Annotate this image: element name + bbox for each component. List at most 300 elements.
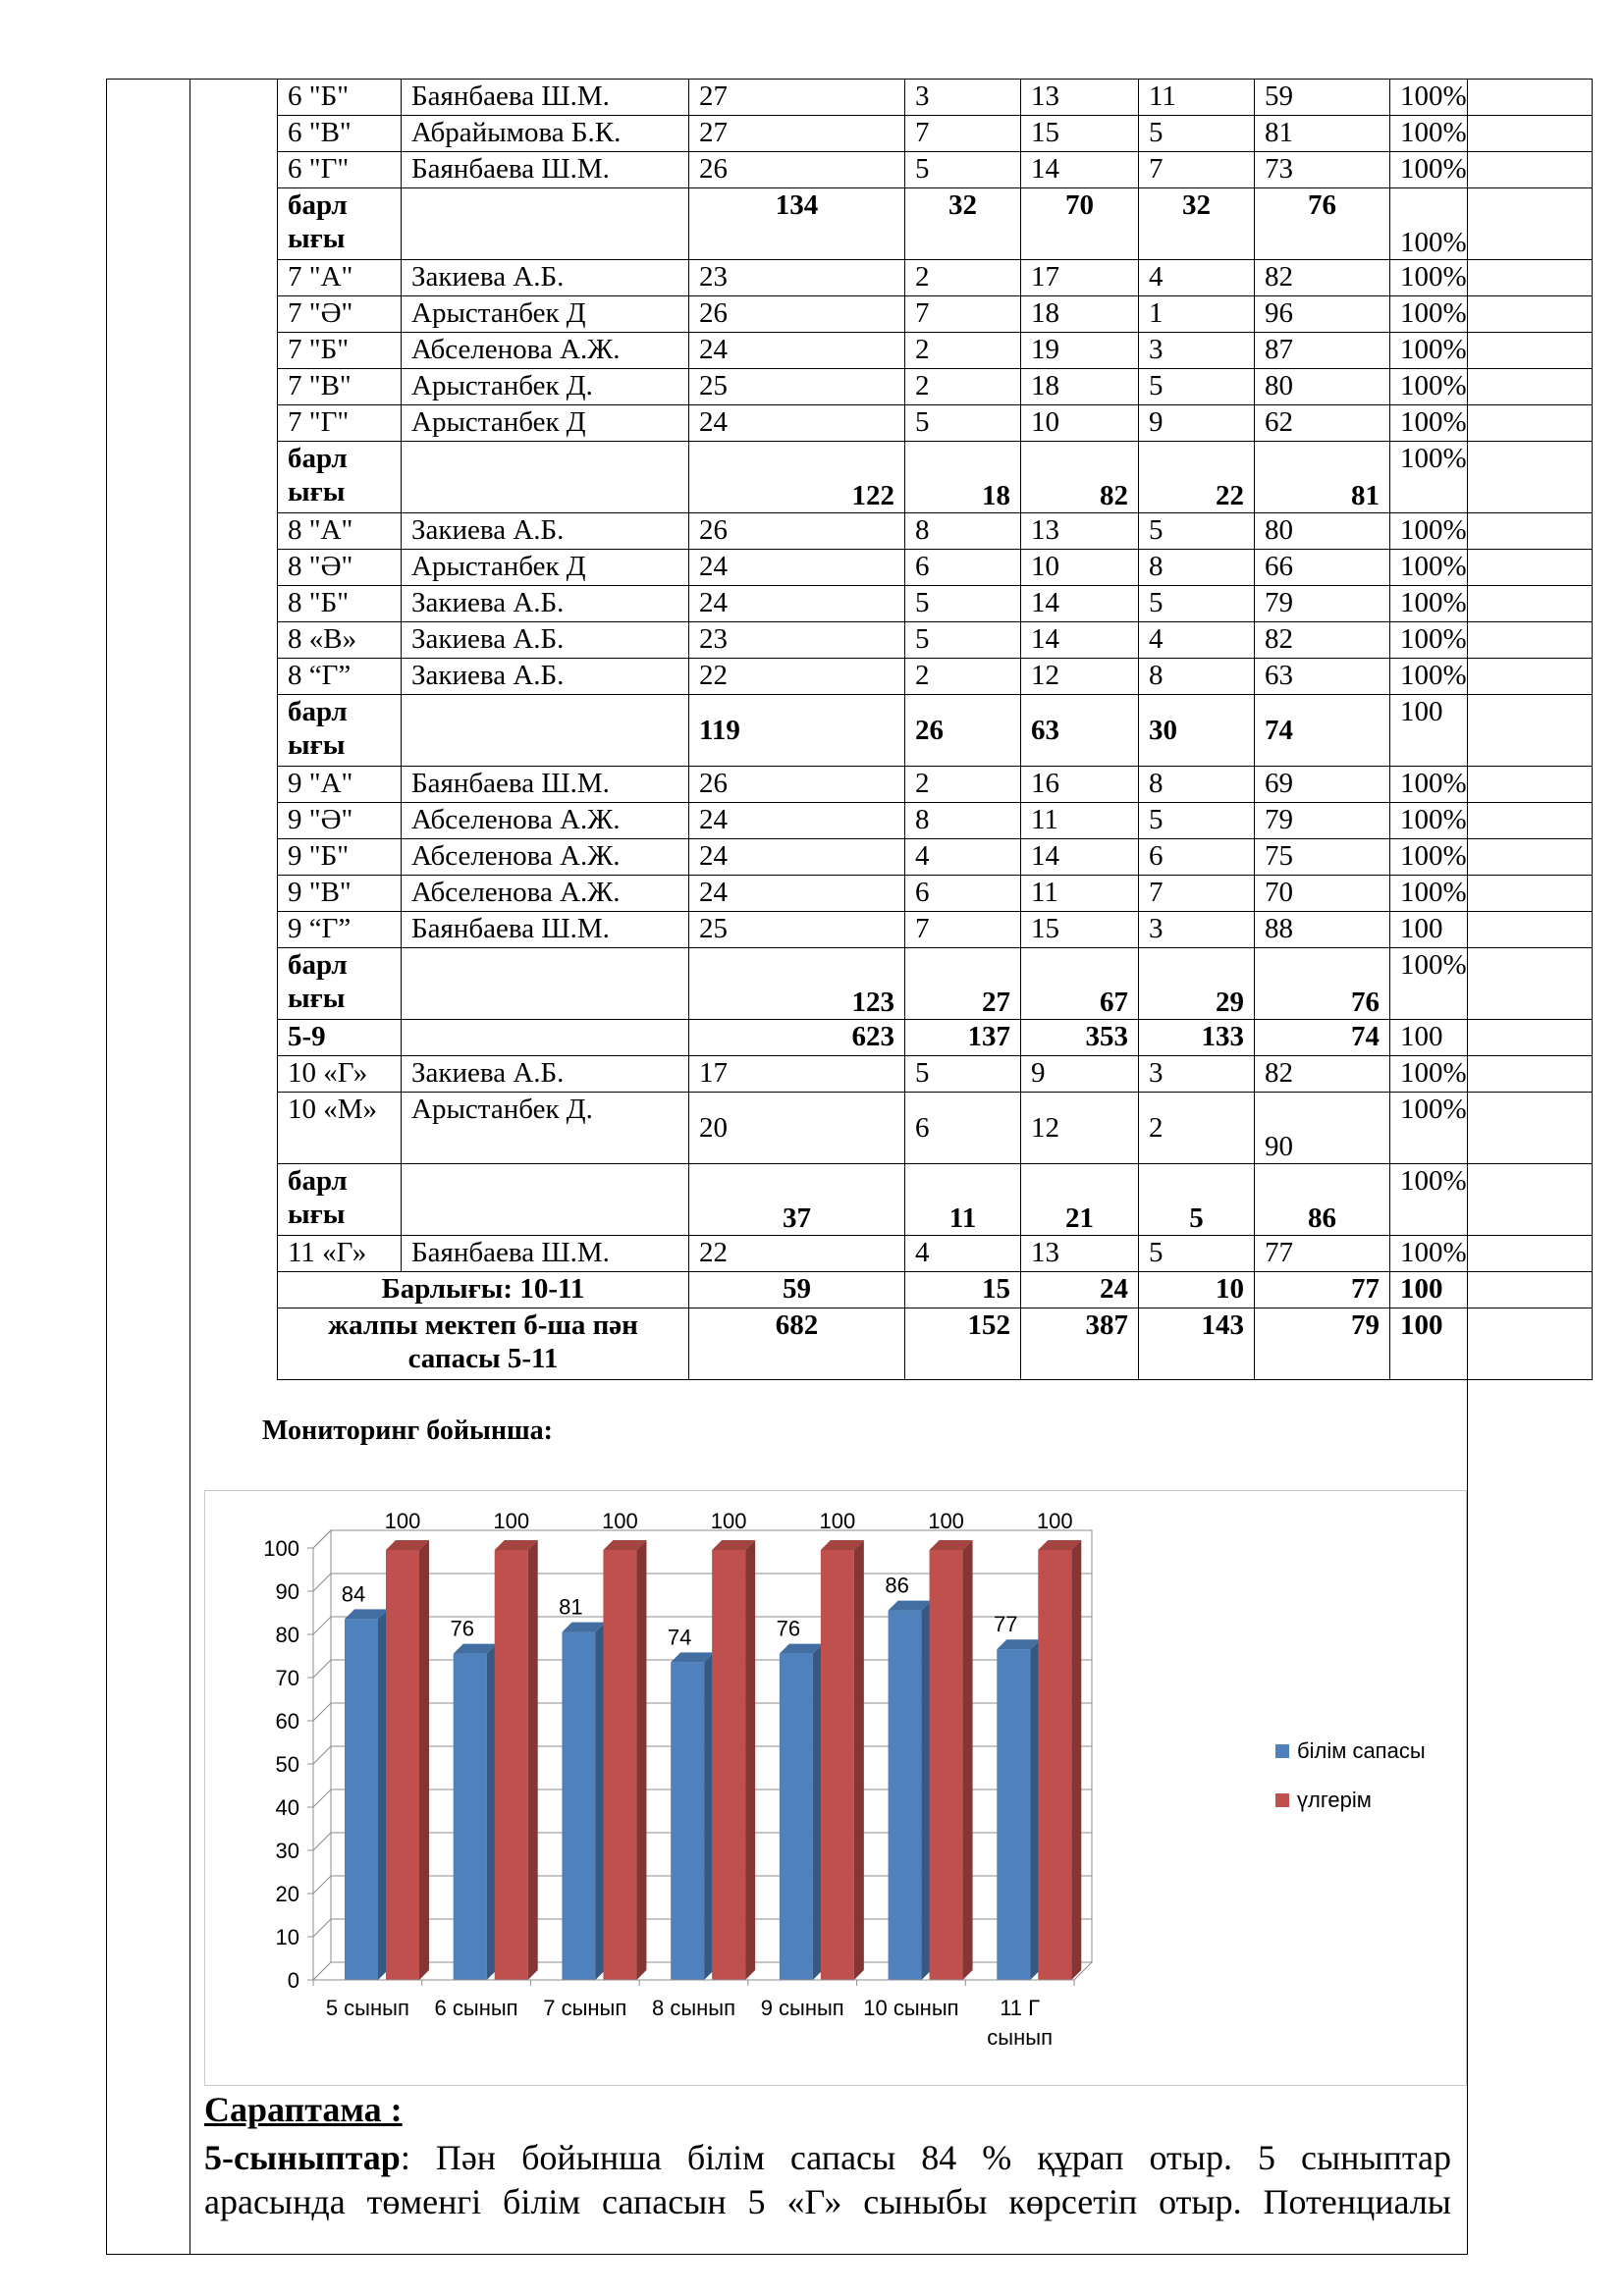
- quality-cell: 96: [1255, 296, 1390, 333]
- grade5-cell: 2: [905, 767, 1021, 803]
- quality-cell: 86: [1255, 1164, 1390, 1236]
- teacher-cell: [402, 948, 689, 1020]
- class-cell: барл ығы: [278, 1164, 402, 1236]
- quality-cell: 88: [1255, 912, 1390, 948]
- grade3-cell: 1: [1139, 296, 1255, 333]
- table-row: [278, 1093, 1593, 1164]
- class-cell: 8 "А": [278, 513, 402, 550]
- grade5-cell: 3: [905, 80, 1021, 116]
- bar: [780, 1654, 813, 1980]
- x-tick-label: сынып: [987, 2025, 1053, 2050]
- quality-cell: 74: [1255, 695, 1390, 767]
- grade4-cell: 67: [1021, 948, 1139, 1020]
- grade5-cell: 6: [905, 876, 1021, 912]
- teacher-cell: [402, 695, 689, 767]
- count-cell: 23: [689, 260, 905, 296]
- grade5-cell: 6: [905, 1093, 1021, 1164]
- table-row: [278, 1236, 1593, 1272]
- grade4-cell: 13: [1021, 80, 1139, 116]
- table-row: [278, 80, 1593, 116]
- quality-cell: 79: [1255, 586, 1390, 622]
- y-tick-label: 20: [275, 1882, 299, 1906]
- bar: [386, 1550, 419, 1980]
- grade5-cell: 152: [905, 1308, 1021, 1380]
- total-label-cell: жалпы мектеп б-ша пән сапасы 5-11: [278, 1308, 689, 1380]
- quality-cell: 73: [1255, 152, 1390, 188]
- progress-cell: 100%: [1390, 1056, 1593, 1093]
- count-cell: 134: [689, 188, 905, 260]
- grade3-cell: 8: [1139, 550, 1255, 586]
- bar: [603, 1550, 636, 1980]
- grade3-cell: 5: [1139, 586, 1255, 622]
- bar: [495, 1550, 528, 1980]
- x-tick-label: 7 сынып: [543, 1996, 627, 2020]
- grade4-cell: 14: [1021, 586, 1139, 622]
- grade4-cell: 70: [1021, 188, 1139, 260]
- table-row: [278, 1020, 1593, 1056]
- grade3-cell: 5: [1139, 1236, 1255, 1272]
- bar: [1038, 1550, 1071, 1980]
- grade3-cell: 4: [1139, 260, 1255, 296]
- count-cell: 123: [689, 948, 905, 1020]
- grade4-cell: 24: [1021, 1272, 1139, 1308]
- grade4-cell: 353: [1021, 1020, 1139, 1056]
- bar: [345, 1619, 378, 1980]
- progress-cell: 100%: [1390, 513, 1593, 550]
- progress-cell: 100%: [1390, 622, 1593, 659]
- grade5-cell: 2: [905, 333, 1021, 369]
- grade5-cell: 8: [905, 803, 1021, 839]
- x-tick-label: 10 сынып: [863, 1996, 959, 2020]
- data-label: 77: [994, 1612, 1018, 1637]
- count-cell: 17: [689, 1056, 905, 1093]
- table-row: [278, 586, 1593, 622]
- grade4-cell: 10: [1021, 405, 1139, 442]
- grade5-cell: 11: [905, 1164, 1021, 1236]
- teacher-cell: Закиева А.Б.: [402, 1056, 689, 1093]
- bar-side: [1071, 1540, 1081, 1980]
- quality-cell: 70: [1255, 876, 1390, 912]
- data-label: 100: [819, 1509, 856, 1533]
- progress-cell: 100%: [1390, 1236, 1593, 1272]
- teacher-cell: Арыстанбек Д.: [402, 1093, 689, 1164]
- progress-cell: 100%: [1390, 80, 1593, 116]
- analysis-line-2: арасында төменгі білім сапасын 5 «Г» сыныбы көрсетіп отыр. Потенциалы: [204, 2182, 1451, 2221]
- y-tick-label: 0: [287, 1968, 299, 1993]
- grade3-cell: 30: [1139, 695, 1255, 767]
- quality-cell: 74: [1255, 1020, 1390, 1056]
- table-row: [278, 695, 1593, 767]
- teacher-cell: Абселенова А.Ж.: [402, 803, 689, 839]
- class-cell: 9 "Ә": [278, 803, 402, 839]
- grade5-cell: 7: [905, 912, 1021, 948]
- class-cell: 9 "В": [278, 876, 402, 912]
- count-cell: 24: [689, 803, 905, 839]
- y-tick-label: 70: [275, 1666, 299, 1690]
- class-cell: 8 "Б": [278, 586, 402, 622]
- progress-cell: 100%: [1390, 839, 1593, 876]
- legend-entry: үлгерім: [1297, 1788, 1372, 1812]
- count-cell: 27: [689, 116, 905, 152]
- frame-column-divider: [189, 79, 190, 2255]
- grade4-cell: 9: [1021, 1056, 1139, 1093]
- quality-cell: 79: [1255, 1308, 1390, 1380]
- table-row: [278, 876, 1593, 912]
- data-label: 76: [776, 1616, 801, 1641]
- x-tick-label: 5 сынып: [325, 1996, 409, 2020]
- grade4-cell: 13: [1021, 513, 1139, 550]
- grade5-cell: 15: [905, 1272, 1021, 1308]
- data-label: 76: [450, 1616, 474, 1641]
- chart-area: [204, 1490, 1467, 2086]
- x-tick-label: 11 Г: [1000, 1996, 1041, 2020]
- quality-cell: 79: [1255, 803, 1390, 839]
- teacher-cell: [402, 1164, 689, 1236]
- progress-cell: 100%: [1390, 296, 1593, 333]
- teacher-cell: Баянбаева Ш.М.: [402, 1236, 689, 1272]
- bar-side: [528, 1540, 538, 1980]
- grades-table-body: [278, 80, 1593, 1380]
- grade3-cell: 5: [1139, 803, 1255, 839]
- quality-cell: 59: [1255, 80, 1390, 116]
- grade4-cell: 12: [1021, 659, 1139, 695]
- progress-cell: 100%: [1390, 1093, 1593, 1164]
- class-cell: 5-9: [278, 1020, 402, 1056]
- teacher-cell: Абрайымова Б.К.: [402, 116, 689, 152]
- table-row: [278, 1272, 1593, 1308]
- grade3-cell: 8: [1139, 659, 1255, 695]
- class-cell: барл ығы: [278, 695, 402, 767]
- grade5-cell: 18: [905, 442, 1021, 513]
- data-label: 100: [602, 1509, 638, 1533]
- grade5-cell: 7: [905, 296, 1021, 333]
- grade3-cell: 133: [1139, 1020, 1255, 1056]
- count-cell: 23: [689, 622, 905, 659]
- grade3-cell: 2: [1139, 1093, 1255, 1164]
- quality-cell: 82: [1255, 1056, 1390, 1093]
- grade3-cell: 8: [1139, 767, 1255, 803]
- teacher-cell: Арыстанбек Д: [402, 405, 689, 442]
- grade5-cell: 5: [905, 1056, 1021, 1093]
- y-tick-label: 60: [275, 1709, 299, 1734]
- class-cell: 11 «Г»: [278, 1236, 402, 1272]
- quality-cell: 75: [1255, 839, 1390, 876]
- bar: [889, 1611, 922, 1980]
- progress-cell: 100%: [1390, 333, 1593, 369]
- grade4-cell: 18: [1021, 296, 1139, 333]
- bar: [930, 1550, 963, 1980]
- grade5-cell: 5: [905, 586, 1021, 622]
- analysis-line-1: [204, 2136, 1451, 2179]
- grade3-cell: 5: [1139, 1164, 1255, 1236]
- bar: [997, 1649, 1030, 1980]
- progress-cell: 100: [1390, 912, 1593, 948]
- table-row: [278, 622, 1593, 659]
- quality-cell: 82: [1255, 260, 1390, 296]
- class-cell: 7 "Ә": [278, 296, 402, 333]
- grade3-cell: 5: [1139, 369, 1255, 405]
- grade3-cell: 7: [1139, 152, 1255, 188]
- bar: [454, 1654, 487, 1980]
- grade5-cell: 5: [905, 622, 1021, 659]
- count-cell: 22: [689, 659, 905, 695]
- quality-cell: 82: [1255, 622, 1390, 659]
- table-row: [278, 152, 1593, 188]
- progress-cell: 100%: [1390, 116, 1593, 152]
- bar-chart: [205, 1491, 1466, 2085]
- progress-cell: 100: [1390, 1020, 1593, 1056]
- grade5-cell: 2: [905, 659, 1021, 695]
- bar: [671, 1662, 704, 1980]
- class-cell: 6 "Б": [278, 80, 402, 116]
- data-label: 100: [1036, 1509, 1073, 1533]
- grade4-cell: 16: [1021, 767, 1139, 803]
- quality-cell: 69: [1255, 767, 1390, 803]
- grade5-cell: 4: [905, 1236, 1021, 1272]
- progress-cell: 100%: [1390, 659, 1593, 695]
- count-cell: 24: [689, 333, 905, 369]
- legend-swatch: [1275, 1793, 1289, 1807]
- grade3-cell: 5: [1139, 116, 1255, 152]
- class-cell: 7 "В": [278, 369, 402, 405]
- teacher-cell: Закиева А.Б.: [402, 659, 689, 695]
- class-cell: 8 "Ә": [278, 550, 402, 586]
- grade4-cell: 14: [1021, 152, 1139, 188]
- grade5-cell: 137: [905, 1020, 1021, 1056]
- grade4-cell: 387: [1021, 1308, 1139, 1380]
- grade3-cell: 11: [1139, 80, 1255, 116]
- count-cell: 623: [689, 1020, 905, 1056]
- grade5-cell: 2: [905, 369, 1021, 405]
- count-cell: 25: [689, 912, 905, 948]
- class-cell: 10 «Г»: [278, 1056, 402, 1093]
- grade3-cell: 9: [1139, 405, 1255, 442]
- progress-cell: 100: [1390, 1308, 1593, 1380]
- progress-cell: 100%: [1390, 803, 1593, 839]
- teacher-cell: Баянбаева Ш.М.: [402, 152, 689, 188]
- progress-cell: 100%: [1390, 876, 1593, 912]
- teacher-cell: [402, 442, 689, 513]
- teacher-cell: Абселенова А.Ж.: [402, 876, 689, 912]
- grade4-cell: 82: [1021, 442, 1139, 513]
- y-tick-label: 90: [275, 1579, 299, 1604]
- quality-cell: 76: [1255, 188, 1390, 260]
- grade3-cell: 7: [1139, 876, 1255, 912]
- class-cell: 9 “Г”: [278, 912, 402, 948]
- table-row: [278, 948, 1593, 1020]
- data-label: 84: [341, 1581, 366, 1607]
- table-row: [278, 369, 1593, 405]
- data-label: 81: [559, 1594, 583, 1620]
- grade5-cell: 32: [905, 188, 1021, 260]
- count-cell: 24: [689, 839, 905, 876]
- class-cell: 6 "В": [278, 116, 402, 152]
- analysis-heading: Сараптама :: [204, 2090, 403, 2129]
- count-cell: 24: [689, 405, 905, 442]
- data-label: 74: [667, 1625, 692, 1650]
- quality-cell: 77: [1255, 1272, 1390, 1308]
- grade4-cell: 15: [1021, 912, 1139, 948]
- data-label: 100: [493, 1509, 530, 1533]
- class-cell: 8 “Г”: [278, 659, 402, 695]
- table-row: [278, 333, 1593, 369]
- class-cell: 10 «М»: [278, 1093, 402, 1164]
- grade5-cell: 5: [905, 152, 1021, 188]
- count-cell: 682: [689, 1308, 905, 1380]
- table-row: [278, 296, 1593, 333]
- grade3-cell: 3: [1139, 1056, 1255, 1093]
- table-row: [278, 188, 1593, 260]
- progress-cell: 100%: [1390, 369, 1593, 405]
- teacher-cell: Арыстанбек Д.: [402, 369, 689, 405]
- teacher-cell: Баянбаева Ш.М.: [402, 80, 689, 116]
- progress-cell: 100%: [1390, 948, 1593, 1020]
- progress-cell: 100%: [1390, 188, 1593, 260]
- quality-cell: 90: [1255, 1093, 1390, 1164]
- count-cell: 24: [689, 550, 905, 586]
- table-row: [278, 116, 1593, 152]
- count-cell: 37: [689, 1164, 905, 1236]
- table-row: [278, 767, 1593, 803]
- class-cell: 7 "Б": [278, 333, 402, 369]
- grade3-cell: 4: [1139, 622, 1255, 659]
- y-tick-label: 50: [275, 1752, 299, 1777]
- teacher-cell: Закиева А.Б.: [402, 513, 689, 550]
- grade5-cell: 4: [905, 839, 1021, 876]
- y-tick-label: 40: [275, 1795, 299, 1820]
- count-cell: 26: [689, 152, 905, 188]
- class-cell: 7 "Г": [278, 405, 402, 442]
- table-row: [278, 550, 1593, 586]
- count-cell: 59: [689, 1272, 905, 1308]
- quality-cell: 87: [1255, 333, 1390, 369]
- teacher-cell: Баянбаева Ш.М.: [402, 767, 689, 803]
- count-cell: 25: [689, 369, 905, 405]
- analysis-line-1-rest: : Пән бойынша білім сапасы 84 % құрап отыр. 5 сыныптар: [400, 2138, 1451, 2177]
- legend-entry: білім сапасы: [1297, 1738, 1426, 1763]
- x-tick-label: 9 сынып: [760, 1996, 844, 2020]
- total-label-cell: Барлығы: 10-11: [278, 1272, 689, 1308]
- data-label: 86: [885, 1573, 909, 1598]
- grade5-cell: 27: [905, 948, 1021, 1020]
- data-label: 100: [928, 1509, 964, 1533]
- grade3-cell: 3: [1139, 912, 1255, 948]
- data-label: 100: [384, 1509, 421, 1533]
- table-row: [278, 1164, 1593, 1236]
- grade4-cell: 12: [1021, 1093, 1139, 1164]
- progress-cell: 100%: [1390, 767, 1593, 803]
- teacher-cell: Абселенова А.Ж.: [402, 333, 689, 369]
- grade5-cell: 26: [905, 695, 1021, 767]
- class-cell: барл ығы: [278, 188, 402, 260]
- grade5-cell: 6: [905, 550, 1021, 586]
- table-row: [278, 1056, 1593, 1093]
- y-tick-label: 30: [275, 1839, 299, 1863]
- grade5-cell: 7: [905, 116, 1021, 152]
- teacher-cell: Баянбаева Ш.М.: [402, 912, 689, 948]
- progress-cell: 100%: [1390, 586, 1593, 622]
- grade4-cell: 15: [1021, 116, 1139, 152]
- grade5-cell: 5: [905, 405, 1021, 442]
- grades-table: [277, 79, 1593, 1380]
- x-tick-label: 8 сынып: [651, 1996, 736, 2020]
- grade5-cell: 2: [905, 260, 1021, 296]
- progress-cell: 100: [1390, 695, 1593, 767]
- teacher-cell: [402, 188, 689, 260]
- class-cell: 9 "А": [278, 767, 402, 803]
- bar: [821, 1550, 854, 1980]
- grade3-cell: 29: [1139, 948, 1255, 1020]
- quality-cell: 77: [1255, 1236, 1390, 1272]
- table-row: [278, 260, 1593, 296]
- y-tick-label: 10: [275, 1925, 299, 1949]
- count-cell: 26: [689, 767, 905, 803]
- table-row: [278, 803, 1593, 839]
- quality-cell: 66: [1255, 550, 1390, 586]
- quality-cell: 76: [1255, 948, 1390, 1020]
- table-row: [278, 1308, 1593, 1380]
- grade5-cell: 8: [905, 513, 1021, 550]
- teacher-cell: Закиева А.Б.: [402, 586, 689, 622]
- grade4-cell: 11: [1021, 876, 1139, 912]
- grade3-cell: 32: [1139, 188, 1255, 260]
- bar: [562, 1632, 595, 1980]
- quality-cell: 81: [1255, 442, 1390, 513]
- monitoring-title: Мониторинг бойынша:: [262, 1415, 553, 1446]
- table-row: [278, 513, 1593, 550]
- count-cell: 26: [689, 296, 905, 333]
- count-cell: 20: [689, 1093, 905, 1164]
- grade4-cell: 18: [1021, 369, 1139, 405]
- progress-cell: 100%: [1390, 442, 1593, 513]
- quality-cell: 81: [1255, 116, 1390, 152]
- data-label: 100: [710, 1509, 747, 1533]
- grade4-cell: 17: [1021, 260, 1139, 296]
- teacher-cell: Арыстанбек Д: [402, 296, 689, 333]
- quality-cell: 62: [1255, 405, 1390, 442]
- quality-cell: 80: [1255, 369, 1390, 405]
- count-cell: 122: [689, 442, 905, 513]
- progress-cell: 100%: [1390, 405, 1593, 442]
- grade4-cell: 63: [1021, 695, 1139, 767]
- count-cell: 27: [689, 80, 905, 116]
- table-row: [278, 405, 1593, 442]
- progress-cell: 100%: [1390, 260, 1593, 296]
- bar-side: [745, 1540, 755, 1980]
- legend-swatch: [1275, 1744, 1289, 1758]
- grade4-cell: 11: [1021, 803, 1139, 839]
- grade3-cell: 5: [1139, 513, 1255, 550]
- teacher-cell: Абселенова А.Ж.: [402, 839, 689, 876]
- bar-side: [419, 1540, 429, 1980]
- y-tick-label: 80: [275, 1623, 299, 1647]
- quality-cell: 80: [1255, 513, 1390, 550]
- y-tick-label: 100: [263, 1536, 299, 1561]
- grade3-cell: 3: [1139, 333, 1255, 369]
- teacher-cell: [402, 1020, 689, 1056]
- grade4-cell: 10: [1021, 550, 1139, 586]
- analysis-line-1-bold: 5-сыныптар: [204, 2138, 401, 2177]
- grade3-cell: 10: [1139, 1272, 1255, 1308]
- grade3-cell: 143: [1139, 1308, 1255, 1380]
- count-cell: 26: [689, 513, 905, 550]
- progress-cell: 100%: [1390, 1164, 1593, 1236]
- quality-cell: 63: [1255, 659, 1390, 695]
- grade4-cell: 14: [1021, 839, 1139, 876]
- grade4-cell: 14: [1021, 622, 1139, 659]
- teacher-cell: Арыстанбек Д: [402, 550, 689, 586]
- bar-side: [636, 1540, 646, 1980]
